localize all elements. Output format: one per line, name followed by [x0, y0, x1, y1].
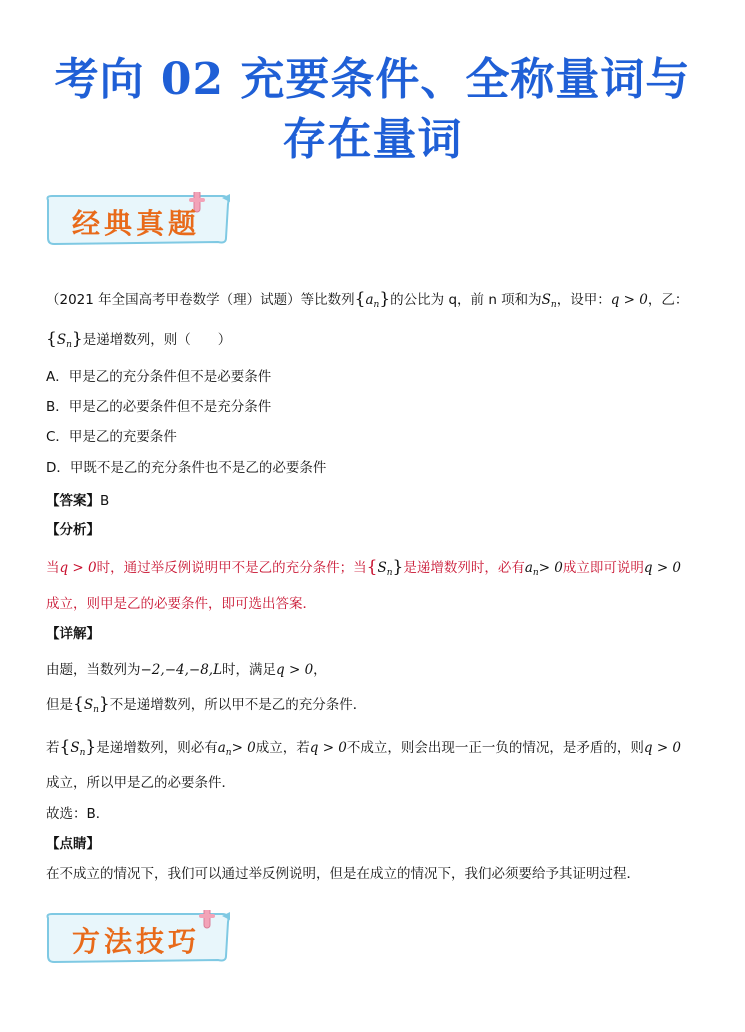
option-a: A．甲是乙的充分条件但不是必要条件: [46, 369, 272, 385]
banner-methods-label: 方法技巧: [72, 925, 201, 958]
question-source: （2021 年全国高考甲卷数学（理）试题）等比数列: [46, 292, 355, 308]
question-mid1: 的公比为 q，前 n 项和为: [390, 292, 542, 308]
question-line2: $\{S_n\}$是递增数列，则（ ）: [46, 329, 232, 350]
detail-line5: 故选：B．: [46, 806, 110, 822]
question-mid2: ，设甲：: [556, 292, 611, 308]
detail-line4: 成立，所以甲是乙的必要条件．: [46, 775, 235, 791]
answer-value: B: [100, 493, 110, 509]
sum-s: S: [541, 292, 551, 308]
answer-label: 【答案】: [46, 493, 100, 509]
banner-classic: [44, 192, 234, 246]
banner-classic-label: 经典真题: [72, 207, 201, 240]
banner-methods: [44, 910, 234, 964]
cond-q: q > 0: [610, 292, 648, 308]
page-title-line1: 考向 02 充要条件、全称量词与: [54, 54, 691, 105]
question-mid3: ，乙：: [647, 292, 689, 308]
detail-line1: 由题，当数列为−2,−4,−8,L时，满足q > 0，: [46, 662, 327, 678]
question-tail: 是递增数列，则（ ）: [82, 332, 232, 348]
detail-label: 【详解】: [46, 626, 100, 642]
detail-line2: 但是$\{S_n\}$不是递增数列，所以甲不是乙的充分条件．: [46, 694, 367, 715]
page-title-line2: 存在量词: [282, 114, 463, 165]
analysis-line2: 成立，则甲是乙的必要条件，即可选出答案．: [46, 596, 316, 612]
option-c: C．甲是乙的充要条件: [46, 429, 177, 445]
seq-a-sub: n: [373, 300, 380, 310]
option-b: B．甲是乙的必要条件但不是充分条件: [46, 399, 272, 415]
seq-a: a: [365, 292, 374, 308]
answer-line: [46, 491, 706, 511]
question-line1: （2021 年全国高考甲卷数学（理）试题）等比数列$\{a_n\}$的公比为 q，前 n 项和为$S_n$，设甲：q > 0，乙：: [46, 289, 689, 310]
analysis-label: 【分析】: [46, 522, 100, 538]
option-d: D．甲既不是乙的充分条件也不是乙的必要条件: [46, 460, 327, 476]
comment-label: 【点睛】: [46, 836, 100, 852]
analysis-line1: 当q > 0时，通过举反例说明甲不是乙的充分条件；当$\{S_n\}$是递增数列时，必有$a_n> 0$成立即可说明q > 0: [46, 557, 682, 578]
comment-text: 在不成立的情况下，我们可以通过举反例说明，但是在成立的情况下，我们必须要给予其证明过程．: [46, 866, 640, 882]
detail-line3: 若$\{S_n\}$是递增数列，则必有$a_n> 0$成立，若q > 0不成立，则会出现一正一负的情况，是矛盾的，则q > 0: [46, 737, 682, 758]
